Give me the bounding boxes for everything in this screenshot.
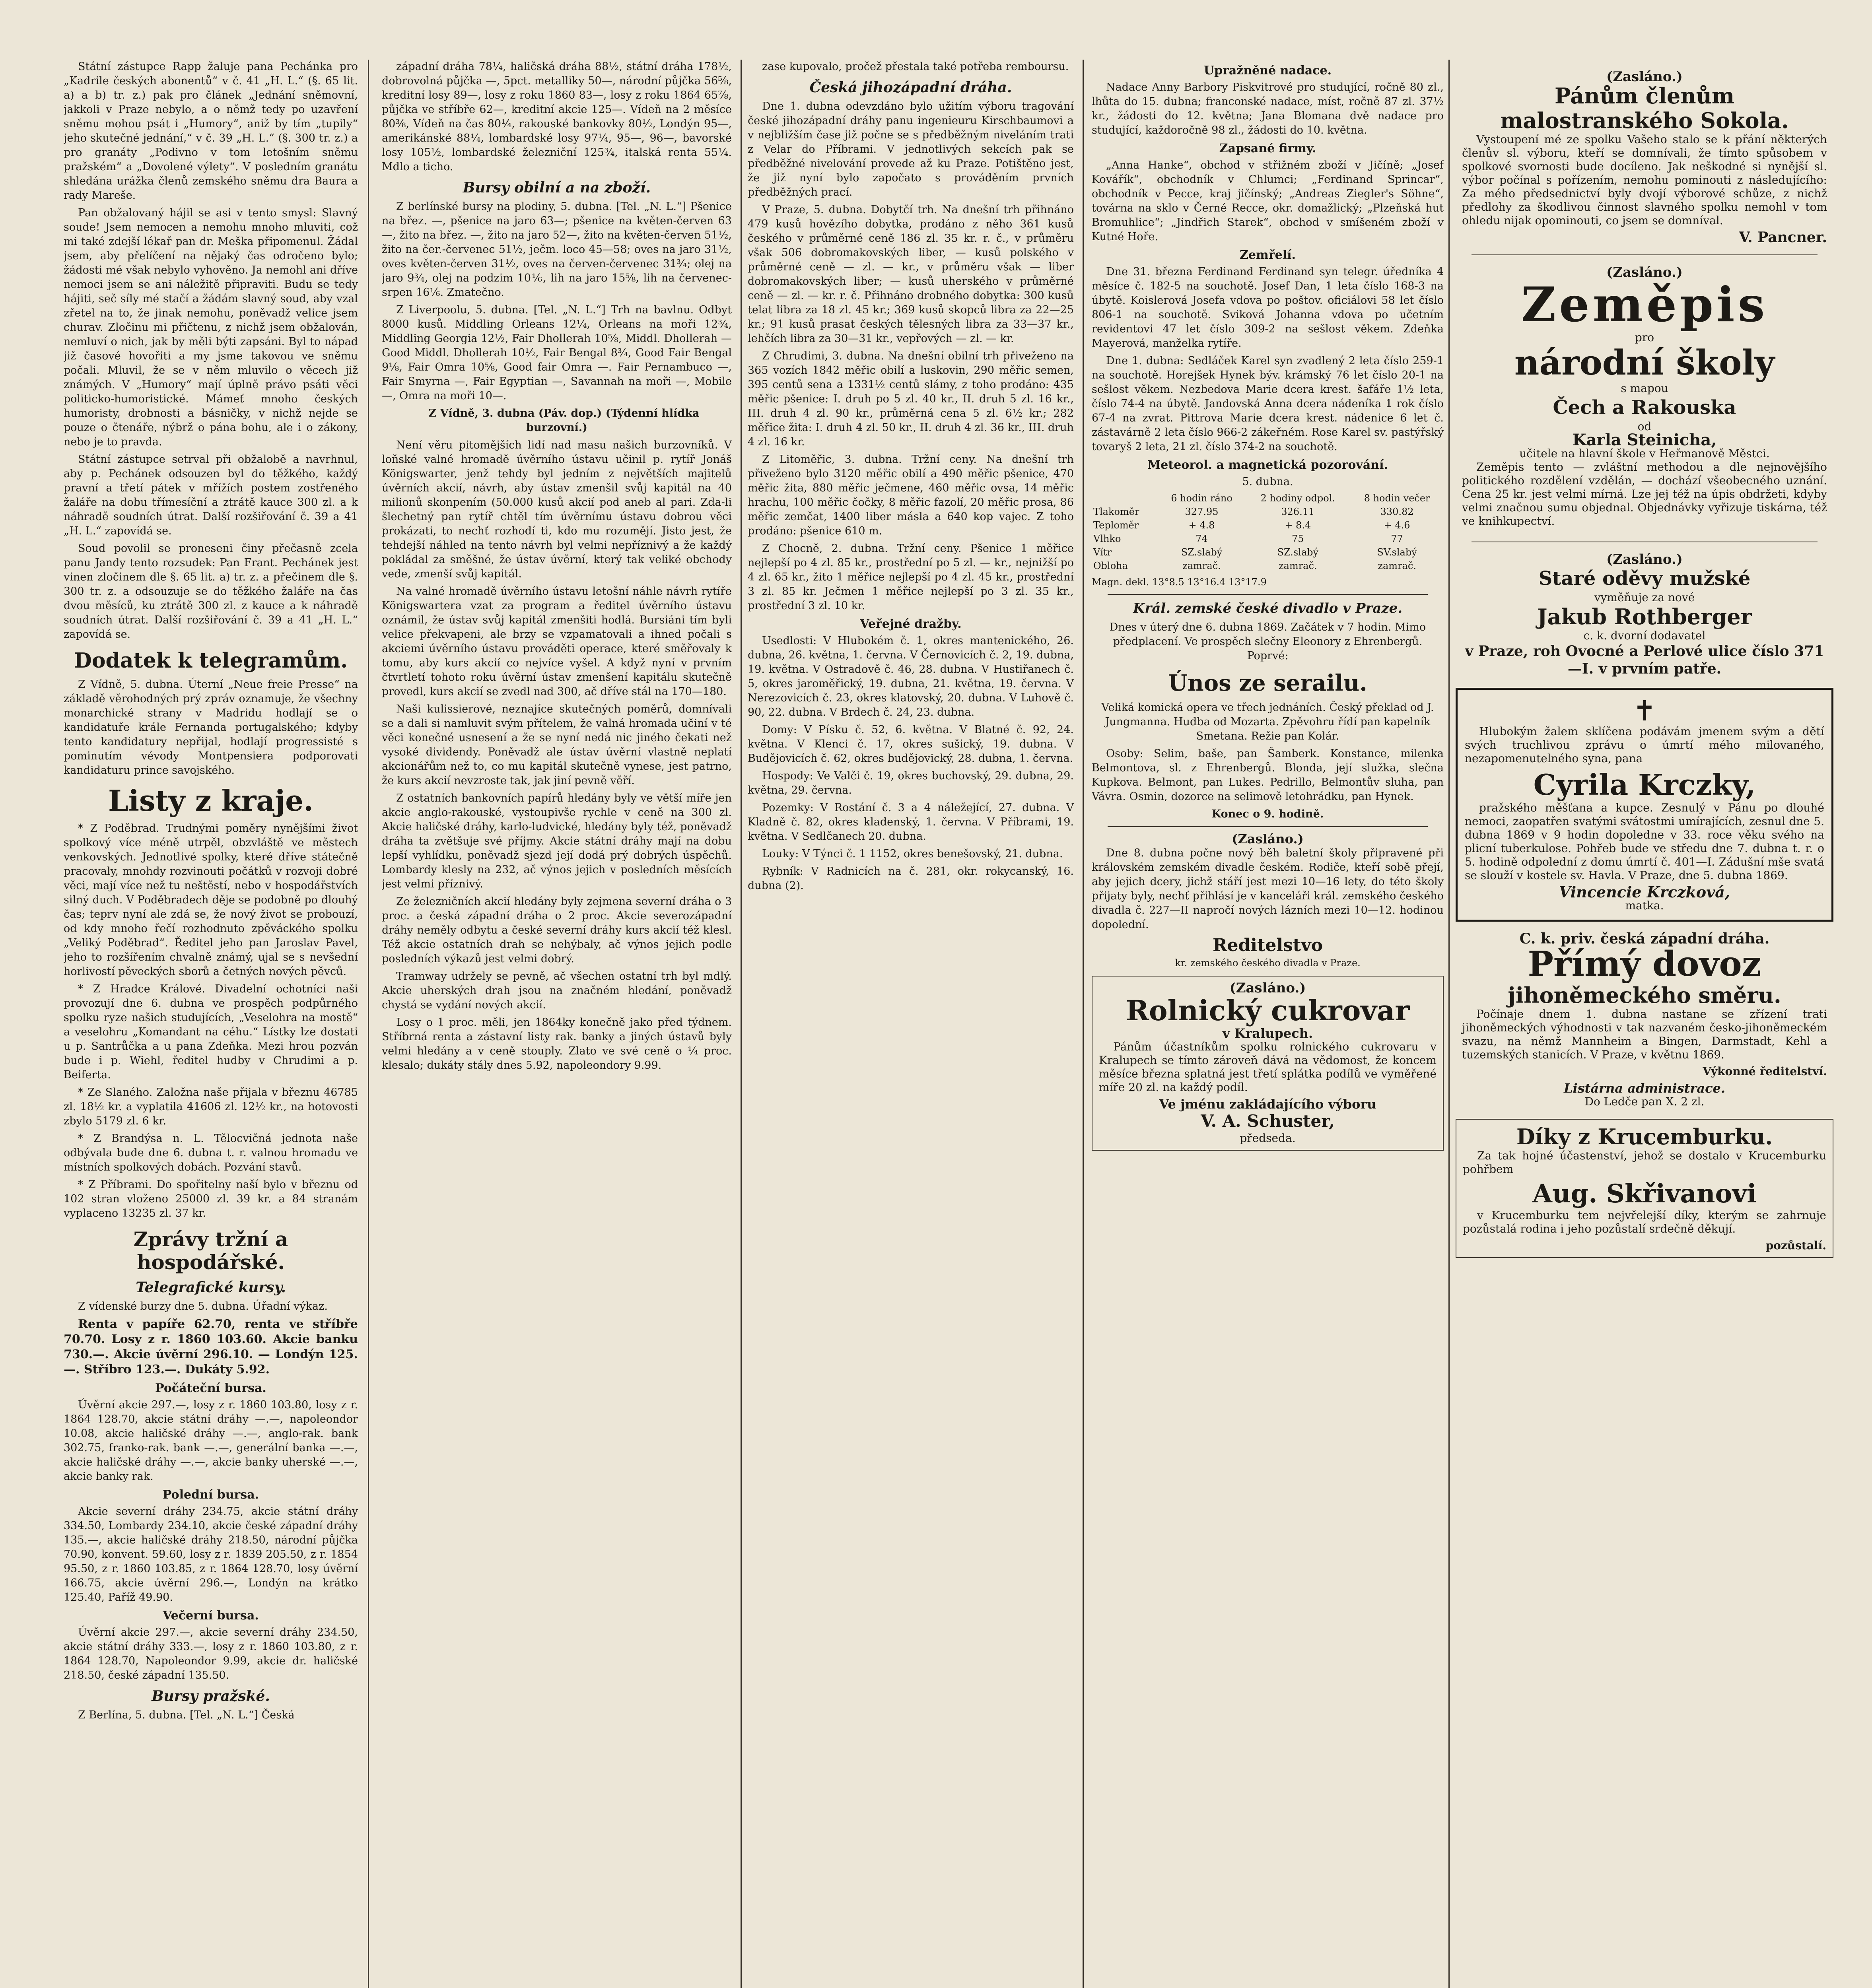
ad-signature: V. A. Schuster, (1201, 1111, 1335, 1131)
paragraph: Z Litoměřic, 3. dubna. Tržní ceny. Na dnešní trh přiveženo bylo 3120 měřic obilí a 490 měřic pšenice, 470 měřic žita, 880 měřic ječmene, 460 měřic ovsa, 14 měřic hrachu, 100 měřic čočky, 8 měřic fazolí, 20 měřic prosa, 86 měřic zemčat, 1400 liber másla a 640 kop vajec. Z toho prodáno: pšenice 610 m. (748, 453, 1074, 537)
paragraph: Dne 1. dubna odevzdáno bylo užitím výboru tragování české jihozápadní dráhy panu ingenieuru Kirschbaumovi a v nejbližším čase již počne se s předběžným niveláním trati z Velar do Příbrami. V jednotlivých sekcích pak se předběžné nivelování provede až ku Praze. Potištěno jest, že již nyní bylo započato s prováděním prvních předběžných prací. (748, 100, 1074, 198)
table-cell: SZ.slabý (1277, 547, 1319, 558)
subsection-heading: Veřejné dražby. (860, 617, 962, 631)
cross-icon: ✝ (1633, 695, 1656, 727)
ad-text: pro (1635, 331, 1654, 344)
ad-signature-role: předseda. (1240, 1132, 1296, 1145)
paragraph: * Z Poděbrad. Trudnými poměry nynějšími život spolkový více méně utrpěl, obzvláště ve městech venkovských. Jednotlivé spolky, které dříve státečně pracovaly, mnohdy rozvinouti počátků v rozvoji dobré věci, mají více než tu neštěstí, nebo v hospodářstvích silný duch. V Poděbradech děje se podobně po dlouhý čas; teprv nyní ale zdá se, že nový život se probouzí, od kdy mnoho řečí rozhodnuto zpěváckého spolku „Veliký Poděbrad“. Ředitel jeho pan Jaroslav Pavel, jeho to rozšířením chvalně známý, ujal se s nevšední horlivostí pěveckých sborů a četných nových pěvců. (64, 822, 358, 978)
paragraph: Z Vídně, 3. dubna (Páv. dop.) (Týdenní hlídka burzovní.) (428, 407, 700, 434)
table-header: 8 hodin večer (1364, 493, 1430, 504)
divider (1472, 254, 1818, 255)
paragraph: Z Berlína, 5. dubna. [Tel. „N. L.“] Česká (78, 1709, 295, 1721)
table-cell: + 4.6 (1384, 520, 1410, 531)
sent-label: (Zasláno.) (1606, 264, 1683, 280)
table-cell: SV.slabý (1377, 547, 1417, 558)
play-title: Únos ze serailu. (1168, 670, 1367, 696)
paragraph: Z Liverpoolu, 5. dubna. [Tel. „N. L.“] Trh na bavlnu. Odbyt 8000 kusů. Middling Orleans 12¼, Orleans na moři 12¾, Middling Georgia 12½, Fair Dhollerah 10⅝, Middl. Dhollerah — Good Middl. Dhollerah 10½, Fair Bengal 8¾, Good Fair Bengal 9⅛, Fair Omra 10⅝, Good fair Omra —. Fair Pernambuco —, Fair Smyrna —, Fair Egyptian —, Savannah na moři —, Mobile —, Omra na moři 10—. (382, 304, 732, 402)
paragraph: Vystoupení mé ze spolku Vašeho stalo se k přání některých členův sl. výboru, kteří se domnívali, že tímto spůsobem v spolkové svornosti bude docíleno. Jak neškodné si nynější sl. výbor počínal s pořízením, nemohu pominouti z následujícího: Za mého předsednictví byly dvojí výborové schůze, z nichž předlohy za škodlivou činnost slavného spolku nemohl v tom ohledu nijak opominouti, co jsem se domníval. (1462, 133, 1827, 227)
ad-sokol (1456, 65, 1833, 249)
table-cell: 75 (1292, 533, 1304, 544)
ad-text: vyměňuje za nové (1594, 591, 1695, 604)
paragraph: Domy: V Písku č. 52, 6. května. V Blatné č. 92, 24. května. V Klenci č. 17, okres sušický, 19. dubna. V Budějovicích č. 62, okres budějovický, 28. dubna, 1. června. (748, 724, 1074, 765)
ad-author: Karla Steinicha, (1572, 431, 1717, 449)
meteo-date: 5. dubna. (1242, 476, 1293, 488)
table-row (1092, 518, 1444, 532)
divider (1108, 826, 1428, 827)
table-cell: zamrač. (1278, 560, 1317, 571)
paragraph: Hospody: Ve Valči č. 19, okres buchovský, 29. dubna, 29. května, 29. června. (748, 770, 1074, 796)
paragraph: Zeměpis tento — zvláštní methodou a dle nejnovějšího politického rozdělení vzdělán, — dochází všeobecného uznání. Cena 25 kr. jest velmi mírná. Lze jej též na úpis obdržeti, kdyby velmi značnou sumu objednal. Objednávky vyřizuje tiskárna, též ve knihkupectví. (1462, 460, 1827, 528)
sent-label: (Zasláno.) (1229, 980, 1306, 996)
paragraph: Státní zástupce Rapp žaluje pana Pechánka pro „Kadrile českých abonentů“ v č. 41 „H. L.“ (§. 65 lit. a) a b) tr. z.) pak pro článek „Jednání sněmovní, jakkoli v Praze nebylo, a o němž tedy po uzavření sněmu mohou psát i „Humory“, aniž by tím „tupily“ jeho skutečné jednání,“ v č. 39 „H. L.“ (§. 300 tr. z.) a pro granáty „Podivno v tom letošním sněmu pražském“ a „Dovolené výlety“. V posledním granátu shledána urážka členů zemského sněmu dra Baura a rady Mareše. (64, 60, 358, 202)
ad-signature: pozůstalí. (1765, 1239, 1826, 1252)
paragraph: pražského měšťana a kupce. Zesnulý v Pánu po dlouhé nemoci, zaopatřen svatými svátostmi umírajících, zesnul dne 5. dubna 1869 v 9 hodin dopoledne v 33. roce věku svého na plicní tuberkulose. Pohřeb bude ve středu dne 7. dubna t. r. o 5. hodině odpolední z domu úmrtí č. 401—I. Zádušní mše svatá se slouží v kostele sv. Havla. V Praze, dne 5. dubna 1869. (1465, 801, 1824, 882)
obituary-role: matka. (1625, 899, 1664, 912)
paragraph: Pánům účastníkům spolku rolnického cukrovaru v Kralupech se tímto zároveň dává na vědomost, že koncem měsíce března splatná jest třetí splátka podílů ve vyměřené míře 20 zl. na každý podíl. (1099, 1040, 1437, 1094)
column-rule (741, 60, 742, 1988)
ad-railway (1456, 927, 1833, 1113)
paragraph: Počínaje dnem 1. dubna nastane se zřízení trati jihoněmeckých výhodnosti v tak nazvaném česko-jihoněmeckém svazu, na němž Mannheim a Bingen, Darmstadt, Kehl a tuzemských stanicích. V Praze, v květnu 1869. (1462, 1008, 1827, 1061)
column-rule (368, 60, 369, 1988)
paragraph: * Ze Slaného. Založna naše přijala v březnu 46785 zl. 18½ kr. a vyplatila 41606 zl. 12½ kr., na hotovosti zbylo 5179 zl. 6 kr. (64, 1086, 358, 1127)
table-cell: Vítr (1093, 547, 1112, 558)
ad-clothes (1456, 548, 1833, 682)
obituary-name: Cyrila Krczky, (1533, 768, 1756, 802)
ad-name: Aug. Skřivanovi (1532, 1179, 1757, 1209)
signature: Reditelstvo (1212, 935, 1323, 955)
table-header: 2 hodiny odpol. (1260, 493, 1335, 504)
paragraph: Státní zástupce setrval při obžalobě a navrhnul, aby p. Pechánek odsouzen byl do těžkého, každý pravní a třetí pátek v mřížích postem zostřeného žaláře na dobu třímesíční a ztrátě kauce 300 zl. a k náhradě soudních útrat. Další rozšiřování č. 39 a 41 „H. L.“ zapovídá se. (64, 453, 358, 537)
subsection-heading: Počáteční bursa. (155, 1381, 266, 1395)
table-row (1092, 559, 1444, 573)
paragraph: Soud povolil se proneseni činy přečasně zcela panu Jandy tento rozsudek: Pan Frant. Pechánek jest vinen zločinem dle §. 65 lit. a) tr. z. a přečinem dle §. 300 tr. z. a odsouzuje se do těžkého žaláře na čas dvou měsíců, ku ztrátě 300 zl. z kauce a k náhradě soudních útrat. Další rozšiřování č. 39 a 41 „H. L.“ zapovídá se. (64, 542, 358, 641)
table-cell: Tlakoměr (1093, 506, 1139, 517)
paragraph: Z berlínské bursy na plodiny, 5. dubna. [Tel. „N. L.“] Pšenice na břez. —, pšenice na jaro 63—; pšenice na květen-červen 63—, žito na břez. —, žito na jaro 52—, žito na květen-červen 51½, žito na čer.-červenec 51½, ječm. loco 45—58; oves na jaro 31½, oves květen-červen 31½, oves na červen-červenec 31¾; olej na jaro 9¾, olej na podzim 10⅙, lih na jaro 15⅝, lih na červenec-srpen 16⅙. Zmatečno. (382, 200, 732, 299)
table-cell: 326.11 (1281, 506, 1315, 517)
section-heading: Dodatek k telegramům. (74, 648, 348, 673)
ad-title: národní školy (1514, 343, 1775, 383)
column-5 (1456, 60, 1833, 1988)
ad-title: Pánům členům malostranského Sokola. (1500, 83, 1789, 133)
paragraph: Usedlosti: V Hlubokém č. 1, okres mantenického, 26. dubna, 26. května, 1. června. V Černovicích č. 2, 19. dubna, 19. května. V Ostradově č. 46, 28. dubna. V Hustiřanech č. 5, okres jaroměřický, 19. dubna, 21. května, 19. června. V Nerezovicích č. 23, okres klatovský, 20. dubna. V Luhově č. 90, 22. dubna. V Brdech č. 24, 23. dubna. (748, 635, 1074, 718)
paragraph: Dne 1. dubna: Sedláček Karel syn zvadlený 2 leta číslo 259-1 na souchotě. Horejšek Hynek býv. krámský 76 let číslo 20-1 na sešlost věkem. Nezbedova Marie dcera krest. šafáře 1½ leta, číslo 74-4 na úbytě. Jandovská Anna dcera nádeníka 1 rok číslo 67-4 na zvrat. Pittrova Marie dcera krest. nádenice 6 let č. zástavárně 2 leta číslo 966-2 zákeřném. Rose Karel sv. pastýřský tovaryš 2 leta, 21 zl. číslo 374-2 na souchotě. (1092, 355, 1444, 453)
paragraph: Pan obžalovaný hájil se asi v tento smysl: Slavný soude! Jsem nemocen a nemohu mnoho mluviti, což mi také zdejší lékař pan dr. Meška připomenul. Žádal jsem, aby přelíčení na nějaký čas odročeno bylo; žádosti mé však nebylo vyhověno. Ja nemohl ani dříve nemoci jsem se ani náležitě připraviti. Budu se tedy hájiti, seč síly mé stačí a žádám slavný soud, aby vzal zřetel na to, že jinak nemohu, poněvadž velice jsem churav. Zločinu mi přičtenu, z nichž jsem obžalován, nemluví o nich, jak by měli býti zapsáni. Byl to nápad již časové hovořiti a my jsme takovou ve sněmu počali. Mluvil, že se v něm mluvilo o věcech již známých. V „Humory“ mají úplně právo psáti věci politicko-humoristické. Mámeť mnoho českých humoristy, drobnosti a básničky, v nichž nejde se pouze o čtenáře, nýbrž o pána bohu, ale i o zákony, nebo je to pravda. (64, 207, 358, 448)
table-cell: + 4.8 (1188, 520, 1215, 531)
ad-text: c. k. dvorní dodavatel (1583, 629, 1706, 642)
paragraph: Úvěrní akcie 297.—, losy z r. 1860 103.80, losy z r. 1864 128.70, akcie státní dráhy —.—, napoleondor 10.08, akcie haličské dráhy —.—, anglo-rak. bank 302.75, franko-rak. bank —.—, generální banka —.—, akcie haličské dráhy —.—, akcie banky uherské —.—, akcie banky rak. (64, 1399, 358, 1483)
sent-label: (Zasláno.) (1606, 69, 1683, 85)
paragraph: Tramway udržely se pevně, ač všechen ostatní trh byl mdlý. Akcie uherských drah jsou na značném hledání, poněvadž chystá se vydání nových akcií. (382, 970, 732, 1011)
signature-sub: kr. zemského českého divadla v Praze. (1175, 957, 1361, 969)
paragraph: Z Chrudimi, 3. dubna. Na dnešní obilní trh přiveženo na 365 vozích 1842 měřic obilí a luskovin, 290 měřic semen, 395 centů sena a 1331½ centů slámy, z toho prodáno: 435 měřic pšenice: I. druh po 5 zl. 40 kr., II. druh 5 zl. 16 kr., III. druh 4 zl. 90 kr., průměrná cena 5 zl. 6½ kr.; 282 měřice žita: I. druh 4 zl. 50 kr., II. druh 4 zl. 36 kr., III. druh 4 zl. 16 kr. (748, 350, 1074, 448)
ad-sugar-mill (1092, 976, 1444, 1151)
obituary-signature: Vincencie Krczková, (1559, 883, 1730, 901)
paragraph: Rybník: V Radnicích na č. 281, okr. rokycanský, 16. dubna (2). (748, 865, 1074, 892)
paragraph: Z Vídně, 5. dubna. Úterní „Neue freie Presse“ na základě věrohodných prý zpráv oznamuje, že všechny monarchické strany v Madridu hodlají se o kandidatuře krále Fernanda portugalského; kdyby tento kandidatury nepřijal, hodlají progressisté s pominutím vévody Montpensiera podporovati kandidaturu prince savojského. (64, 678, 358, 777)
paragraph: Losy o 1 proc. měli, jen 1864ky konečně jako před týdnem. Stříbrná renta a zástavní listy rak. banky a jiných ústavů byly velmi hledány a v ceně stouply. Zlato ve své ceně o ¼ proc. klesalo; dukáty stály dnes 5.92, napoleondory 9.99. (382, 1016, 732, 1072)
subsection-heading: Večerní bursa. (163, 1609, 259, 1623)
paragraph: * Z Hradce Králové. Divadelní ochotníci naši provozují dne 6. dubna ve prospěch podpůrného spolku ryze našich studujících, „Veselohra na mostě“ a veselohru „Komandant na céhu.“ Lístky lze dostati u p. Santrůčka a u pana Zdeňka. Mezi hrou pozván bude i p. Wiehl, ředitel hudby v Chrudimi a p. Beiferta. (64, 983, 358, 1081)
table-row (1092, 546, 1444, 559)
subsection-heading: Meteorol. a magnetická pozorování. (1147, 458, 1388, 472)
table-cell: + 8.4 (1285, 520, 1311, 531)
paragraph: Z ostatních bankovních papírů hledány byly ve větší míře jen akcie anglo-rakouské, vystoupivše rychle v ceně na 300 zl. Akcie haličské dráhy, karlo-ludvické, hledány byly též, poněvadž dráha ta zvětšuje své příjmy. Akcie státní dráhy mají na dobu lepší vyhlídku, poněvadž sjezd její dodá prý dobrých úspěchů. Lombardy klesly na 232, ač výnos jejich v posledních měsících jest velmi příznivý. (382, 792, 732, 890)
column-rule (1083, 60, 1084, 1988)
paragraph: Dnes v úterý dne 6. dubna 1869. Začátek v 7 hodin. Mimo předplacení. Ve prospěch slečny Eleonory z Ehrenbergů. Poprvé: (1109, 621, 1426, 662)
ad-title: Staré oděvy mužské (1538, 567, 1751, 590)
table-cell: 77 (1391, 533, 1403, 544)
table-cell: 330.82 (1380, 506, 1414, 517)
ad-signature-lead: Ve jménu zakládajícího výboru (1159, 1097, 1376, 1112)
obituary (1456, 688, 1833, 922)
column-3 (748, 60, 1074, 1988)
paragraph: Akcie severní dráhy 234.75, akcie státní dráhy 334.50, Lombardy 234.10, akcie české západní dráhy 135.—, akcie haličské dráhy 218.50, národní půjčka 70.90, konvent. 59.60, losy z r. 1839 205.50, z r. 1854 95.50, z r. 1860 103.85, z r. 1864 128.70, losy úvěrní 166.75, akcie úvěrní 296.—, Londýn na krátko 125.40, Paříž 49.90. (64, 1505, 358, 1604)
paragraph: Veliká komická opera ve třech jednáních. Český překlad od J. Jungmanna. Hudba od Mozarta. Zpěvohru řídí pan kapelník Smetana. Režie pan Kolár. (1101, 701, 1434, 742)
theatre-heading: Král. zemské české divadlo v Praze. (1133, 600, 1403, 616)
paragraph: Na valné hromadě úvěrního ústavu letošní náhle návrh rytíře Königswartera vzat za program a ředitel úvěrního ústavu oznámil, že ústav svůj kapitál zmenšiti hodlá. Bursiáni tím byli velice překvapeni, ale brzy se vzpamatovali a ihned počali s akciemi úvěrního ústavu prováděti operace, které směřovaly k tomu, aby kurs akcií co nejvíce vyšel. A když nyní v prvním čtvrtletí tohoto roku úvěrní ústav zmenšení kapitálu skutečně provedl, kurs akcií se zvedl nad 300, ač dříve stál na 170—180. (382, 585, 732, 698)
table-cell: Obloha (1093, 560, 1128, 571)
ad-thanks (1456, 1119, 1833, 1258)
section-heading: Listy z kraje. (108, 784, 314, 817)
paragraph: Ze železničních akcií hledány byly zejmena severní dráha o 3 proc. a česká západní dráha o 2 proc. Akcie severozápadní dráhy neměly odbytu a české severní dráhy kurs akcií též klesl. Též akcie ostatních drah se nehýbaly, ač výnos jejich podle posledních výkazů jest velmi dobrý. (382, 895, 732, 965)
ad-title: jihoněmeckého směru. (1508, 982, 1781, 1008)
ad-title: Rolnický cukrovar (1126, 994, 1410, 1027)
ad-name: Jakub Rothberger (1537, 604, 1752, 629)
ad-text: s mapou (1621, 382, 1668, 395)
subsection-heading: Bursy obilní a na zboží. (463, 179, 651, 196)
ad-title: Přímý dovoz (1528, 944, 1761, 984)
ad-text: Do Ledče pan X. 2 zl. (1584, 1095, 1705, 1108)
section-heading: Zprávy tržní a hospodářské. (133, 1227, 288, 1274)
paragraph: Pozemky: V Rostání č. 3 a 4 náležející, 27. dubna. V Kladně č. 82, okres kladenský, 1. června. V Příbrami, 19. května. V Sedlčanech 20. dubna. (748, 802, 1074, 843)
table-cell: 327.95 (1185, 506, 1219, 517)
ad-title: Čech a Rakouska (1553, 396, 1736, 419)
meteo-extra: Magn. dekl. 13°8.5 13°16.4 13°17.9 (1092, 577, 1267, 588)
paragraph: Za tak hojné účastenství, jehož se dostalo v Krucemburku pohřbem (1463, 1149, 1826, 1176)
paragraph: * Z Brandýsa n. L. Tělocvičná jednota naše odbývala bude dne 6. dubna t. r. valnou hromadu ve místních spolkových dobách. Pozvání stavů. (64, 1132, 358, 1173)
paragraph: Naši kulissierové, neznajíce skutečných poměrů, domnívali se a dali si namluvit svým přítelem, že valná hromada učiní v té věci konečné usnesení a že se nyní nedá nic jiného čekati než vysoké dividendy. Poněvadž ale ústav úvěrní vlastně neplatí akcionářům než to, co mu kapitál skutečně vynese, jest patrno, že kurs akcií nevzroste tak, jak jiní pevně věří. (382, 703, 732, 787)
sent-label: (Zasláno.) (1232, 831, 1304, 846)
table-cell: zamrač. (1378, 560, 1416, 571)
closing-note: Konec o 9. hodině. (1211, 808, 1324, 820)
ad-text: učitele na hlavní škole v Heřmanově Městci. (1519, 447, 1770, 460)
divider (1108, 594, 1428, 595)
paragraph: V Praze, 5. dubna. Dobytčí trh. Na dnešní trh přihnáno 479 kusů hovězího dobytka, prodáno z něho 361 kusů českého v průměrné ceně 186 zl. 35 kr. r. č., v průměru však 506 dobromakovských liber, — kusů polského v průměrné ceně — zl. — kr., v průměru však — liber dobromakovských liber; — kusů uherského v průměrné ceně — zl. — kr. r. č. Přihnáno drobného dobytka: 300 kusů telat libra za 18 zl. 45 kr.; 369 kusů skopců libra za 22—25 kr.; 91 kusů prasat českých tělesných libra za 33—37 kr., lehčích libra za 30—31 kr., vepřových — zl. — kr. (748, 204, 1074, 345)
subsection-heading: Bursy pražské. (152, 1688, 270, 1705)
table-row (1092, 505, 1444, 518)
ad-heading: Listárna administrace. (1563, 1081, 1726, 1096)
ad-signature: V. Pancner. (1739, 229, 1827, 246)
subsection-heading: Zapsané firmy. (1219, 142, 1316, 155)
meteo-table (1092, 491, 1444, 573)
paragraph: Louky: V Týnci č. 1 1152, okres benešovský, 21. dubna. (762, 848, 1063, 860)
paragraph: Z vídenské burzy dne 5. dubna. Úřadní výkaz. (78, 1300, 328, 1312)
ad-geography (1456, 261, 1833, 536)
paragraph: Nadace Anny Barbory Piskvitrové pro studující, ročně 80 zl., lhůta do 15. dubna; franconské nadace, míst, ročně 87 zl. 37½ kr., žádosti do 12. května; Jana Blomana dvě nadace pro studující, každoročně 98 zl., žádosti do 10. května. (1092, 81, 1444, 136)
column-1 (64, 60, 358, 1988)
paragraph: „Anna Hanke“, obchod v střižném zboží v Jičíně; „Josef Kovářík“, obchodník v Chlumci; „Ferdinand Sprincar“, obchodník v Pecce, kraj jičínský; „Andreas Ziegler's Söhne“, továrna na sklo v Černé Recce, okr. domažlický; „Plzeňská hut Bromuhlice“; „Jindřich Starek“, obchod v smíšeném zboží v Kutné Hoře. (1092, 159, 1444, 243)
column-rule (1448, 60, 1450, 1988)
paragraph: Renta v papíře 62.70, renta ve stříbře 70.70. Losy z r. 1860 103.60. Akcie banku 730.—. Akcie úvěrní 296.10. — Londýn 125.—. Stříbro 123.—. Dukáty 5.92. (64, 1317, 358, 1376)
paragraph: Úvěrní akcie 297.—, akcie severní dráhy 234.50, akcie státní dráhy 333.—, losy z r. 1860 103.80, z r. 1864 128.70, Napoleondor 9.99, akcie dr. haličské 218.50, české západní 135.50. (64, 1626, 358, 1681)
paragraph: Osoby: Selim, baše, pan Šamberk. Konstance, milenka Belmontova, sl. z Ehrenbergů. Blonda, její služka, slečna Kupkova. Belmont, pan Lukes. Pedrillo, Belmontův sluha, pan Vávra. Osmin, dozorce na selimově letohrádku, pan Hynek. (1092, 747, 1444, 803)
subsection-heading: Polední bursa. (162, 1488, 259, 1502)
table-cell: Teploměr (1093, 520, 1139, 531)
column-4 (1092, 60, 1444, 1988)
subsection-heading: Telegrafické kursy. (136, 1279, 286, 1296)
ad-text: od (1637, 420, 1652, 433)
column-2 (382, 60, 732, 1988)
ad-subtitle: v Kralupech. (1222, 1026, 1313, 1041)
subsection-heading: Zemřelí. (1240, 248, 1296, 262)
paragraph: * Z Příbrami. Do spořitelny naší bylo v březnu od 102 stran vloženo 25000 zl. 39 kr. a 84 stranám vyplaceno 13235 zl. 37 kr. (64, 1178, 358, 1219)
table-cell: zamrač. (1182, 560, 1221, 571)
table-cell: SZ.slabý (1181, 547, 1223, 558)
table-row (1092, 532, 1444, 546)
ad-heading: C. k. priv. česká západní dráha. (1519, 930, 1770, 947)
paragraph: Není věru pitomějších lidí nad masu našich burzovníků. V loňské valné hromadě úvěrního ústavu učinil p. rytíř Jonáš Königswarter, jenž tehdy byl jedním z největších majitelů úvěrních akcií, návrh, aby ústav zmenšil svůj kapitál na 40 milionů skonpením (50.000 kusů akcií pod aneb al pari. Zda-li šlechetný pan rytíř chtěl tím úvěrnímu ústavu dobrou věci prokázati, to nechť rozhodí ti, kdo mu rozumějí. Jisto jest, že tehdejší náhled na tento návrh byl velmi nepříznivý a že každý pokládal za směšné, že ústav úvěrní, který tak veliké obchody vede, zmenší svůj kapitál. (382, 439, 732, 580)
ad-title: Zeměpis (1521, 277, 1768, 333)
table-cell: 74 (1196, 533, 1208, 544)
table-header: 6 hodin ráno (1171, 493, 1232, 504)
paragraph: Z Chocně, 2. dubna. Tržní ceny. Pšenice 1 měřice nejlepší po 4 zl. 85 kr., prostřední po 5 zl. — kr., nejnižší po 4 zl. 65 kr., žito 1 měřice nejlepší po 4 zl. 45 kr., prostřední 3 zl. 85 kr. Ječmen 1 měřice nejlepší po 3 zl. 35 kr., prostřední 3 zl. 10 kr. (748, 542, 1074, 612)
paragraph: Hlubokým žalem sklíčena podávám jmenem svým a dětí svých truchlivou zprávu o úmrtí mého milovaného, nezapomenutelného syna, pana (1465, 725, 1824, 765)
table-header-row (1092, 491, 1444, 505)
paragraph: Dne 8. dubna počne nový běh baletní školy připravené při královském zemském divadle českém. Rodiče, kteří sobě přejí, aby jejich dcery, jichž stáří jest mezi 10—16 lety, do této školy přijaty byly, nechť přihlásí je v kanceláři král. zemského českého divadla č. 227—II napročí nových lázních mezi 10—12. hodinou dopolední. (1092, 847, 1444, 931)
table-cell: Vlhko (1093, 533, 1121, 544)
ad-title: Díky z Krucemburku. (1516, 1124, 1773, 1149)
ad-signature: Výkonné ředitelství. (1703, 1065, 1827, 1078)
paragraph: v Krucemburku tem nejvřelejší díky, kterým se zahrnuje pozůstalá rodina i jeho pozůstalí srdečně děkují. (1463, 1209, 1826, 1235)
subsection-heading: Česká jihozápadní dráha. (809, 79, 1012, 96)
paragraph: Dne 31. března Ferdinand Ferdinand syn telegr. úředníka 4 měsíce č. 182-5 na souchotě. Josef Dan, 1 leta číslo 168-3 na úbytě. Koislerová Josefa vdova po poštov. oficiálovi 58 let číslo 806-1 na souchotě. Sviková Johanna vdova po učetním revidentovi 47 let číslo 309-2 na sešlost věkem. Zdeňka Mayerová, manželka rytíře. (1092, 266, 1444, 349)
paragraph: zase kupovalo, pročež přestala také potřeba remboursu. (762, 60, 1069, 73)
ad-address: v Praze, roh Ovocné a Perlové ulice číslo 371—I. v prvním patře. (1465, 643, 1824, 677)
sent-label: (Zasláno.) (1606, 551, 1683, 567)
table-header (1092, 491, 1158, 505)
paragraph: západní dráha 78¼, haličská dráha 88½, státní dráha 178½, dobrovolná půjčka —, 5pct. metalliky 50—, národní půjčka 56⅝, kreditní losy 89—, losy z roku 1860 83—, losy z roku 1864 65⅞, půjčka ve stříbře 62—, kreditní akcie 125—. Vídeň na 2 měsíce 80⅜, Vídeň na čas 80¼, rakouské bankovky 80½, Londýn 95—, amerikánské 88¼, lombardské losy 97¼, 95—, 96—, bavorské losy 105½, lombardské železniční 125¾, italská renta 55¼. Mdlo a ticho. (382, 60, 732, 173)
subsection-heading: Upražněné nadace. (1203, 64, 1332, 78)
